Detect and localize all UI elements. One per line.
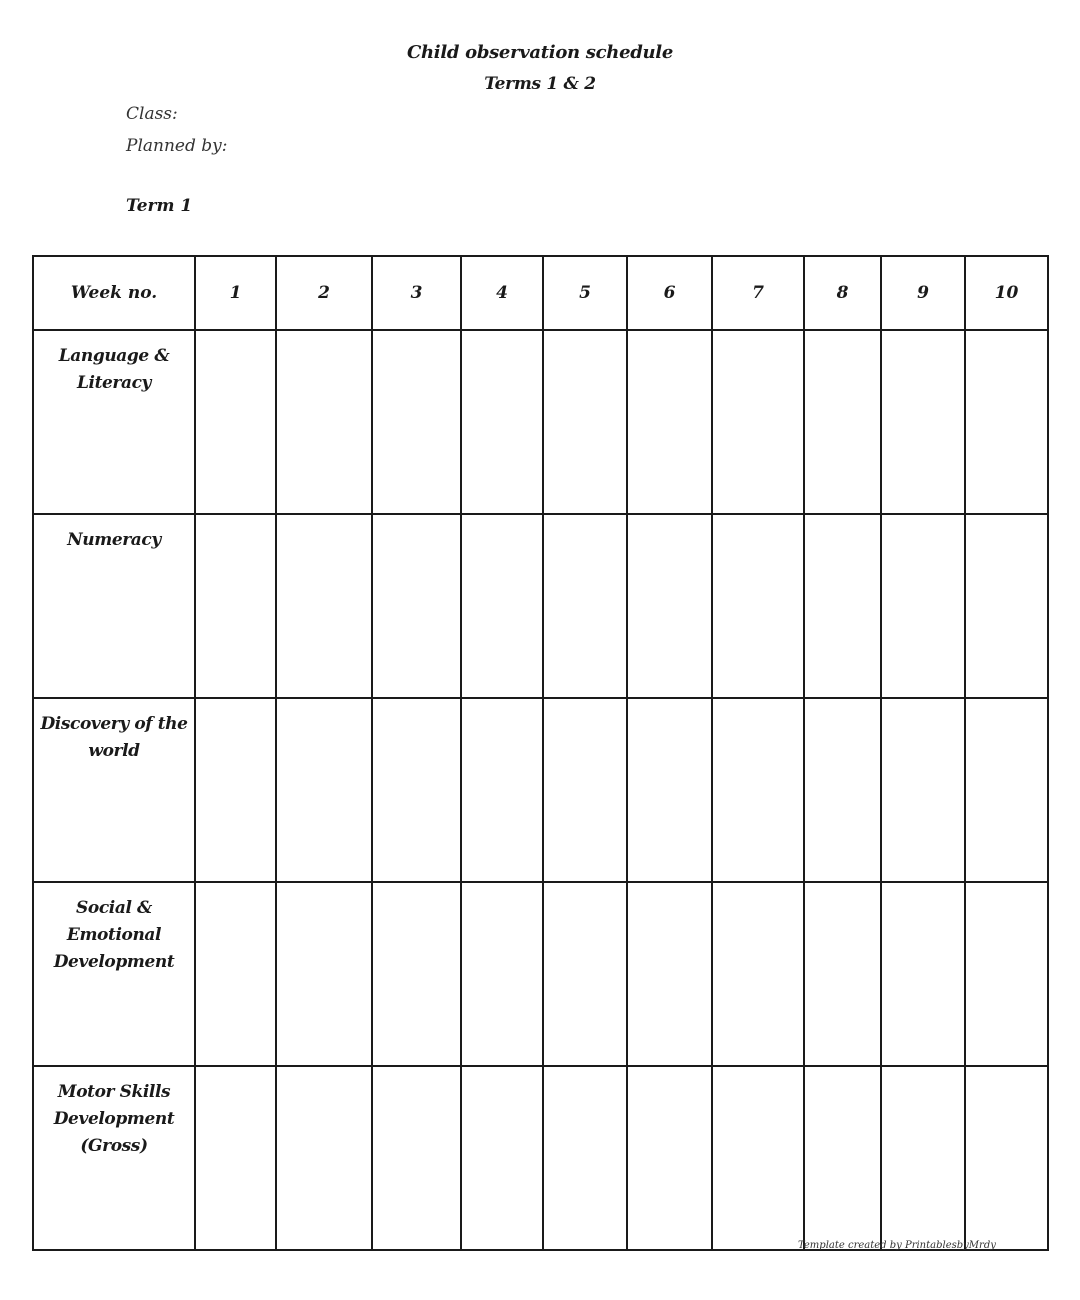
- observation-cell: [881, 330, 965, 514]
- row-label-line: Literacy: [76, 373, 152, 393]
- planned-by-label: Planned by:: [126, 136, 228, 156]
- row-label-line: Numeracy: [67, 530, 161, 550]
- observation-cell: [461, 514, 543, 698]
- observation-table: [32, 255, 1049, 1251]
- observation-cell: [543, 698, 627, 882]
- observation-cell: [804, 1066, 881, 1250]
- week-header: 3: [372, 256, 461, 330]
- observation-cell: [965, 1066, 1048, 1250]
- row-label-line: Development: [53, 952, 175, 972]
- row-label: [33, 698, 195, 882]
- table-row: [33, 330, 1048, 514]
- observation-cell: [195, 514, 276, 698]
- row-label-line: Social & Emotional: [66, 898, 162, 945]
- observation-cell: [543, 514, 627, 698]
- row-label-line: Discovery of the: [40, 714, 188, 734]
- observation-cell: [712, 1066, 804, 1250]
- observation-cell: [804, 698, 881, 882]
- observation-cell: [276, 882, 372, 1066]
- week-header: 1: [195, 256, 276, 330]
- observation-cell: [712, 514, 804, 698]
- week-header: 5: [543, 256, 627, 330]
- week-header: 4: [461, 256, 543, 330]
- week-header: 8: [804, 256, 881, 330]
- template-credit: Template created by PrintablesbyMrdy: [798, 1240, 996, 1251]
- observation-cell: [712, 698, 804, 882]
- observation-cell: [372, 1066, 461, 1250]
- observation-cell: [627, 698, 712, 882]
- observation-cell: [372, 514, 461, 698]
- observation-cell: [804, 882, 881, 1066]
- observation-cell: [461, 882, 543, 1066]
- week-header: 10: [965, 256, 1048, 330]
- table-row: [33, 882, 1048, 1066]
- observation-cell: [276, 698, 372, 882]
- observation-cell: [881, 698, 965, 882]
- observation-cell: [965, 330, 1048, 514]
- observation-cell: [543, 330, 627, 514]
- observation-cell: [195, 698, 276, 882]
- class-label: Class:: [126, 104, 178, 124]
- row-label-line: Development: [53, 1109, 175, 1129]
- row-label: [33, 330, 195, 514]
- row-label: [33, 514, 195, 698]
- observation-cell: [627, 514, 712, 698]
- observation-cell: [804, 330, 881, 514]
- observation-cell: [372, 698, 461, 882]
- table-row: [33, 698, 1048, 882]
- observation-cell: [543, 1066, 627, 1250]
- row-label: [33, 882, 195, 1066]
- observation-cell: [276, 330, 372, 514]
- observation-cell: [965, 882, 1048, 1066]
- observation-cell: [195, 882, 276, 1066]
- week-header: 7: [712, 256, 804, 330]
- observation-cell: [543, 882, 627, 1066]
- observation-cell: [276, 1066, 372, 1250]
- observation-cell: [712, 882, 804, 1066]
- row-label-line: world: [88, 741, 140, 761]
- observation-cell: [627, 330, 712, 514]
- document-subtitle: Terms 1 & 2: [484, 74, 596, 94]
- observation-cell: [461, 698, 543, 882]
- observation-cell: [881, 882, 965, 1066]
- observation-cell: [372, 882, 461, 1066]
- document-title: Child observation schedule: [406, 42, 674, 63]
- observation-cell: [712, 330, 804, 514]
- row-label-line: (Gross): [80, 1136, 148, 1156]
- week-header: 9: [881, 256, 965, 330]
- row-label-line: Motor Skills: [57, 1082, 171, 1102]
- observation-cell: [804, 514, 881, 698]
- week-no-header: Week no.: [33, 256, 195, 330]
- observation-cell: [881, 514, 965, 698]
- table-row: [33, 1066, 1048, 1250]
- observation-cell: [276, 514, 372, 698]
- row-label-line: Language &: [58, 346, 170, 366]
- observation-cell: [372, 330, 461, 514]
- week-header: 2: [276, 256, 372, 330]
- week-header: 6: [627, 256, 712, 330]
- observation-cell: [461, 1066, 543, 1250]
- term-label: Term 1: [126, 196, 193, 216]
- observation-cell: [627, 1066, 712, 1250]
- observation-cell: [965, 514, 1048, 698]
- observation-cell: [965, 698, 1048, 882]
- observation-cell: [881, 1066, 965, 1250]
- header-row: [33, 256, 1048, 330]
- observation-cell: [627, 882, 712, 1066]
- observation-cell: [195, 330, 276, 514]
- row-label: [33, 1066, 195, 1250]
- table-row: [33, 514, 1048, 698]
- observation-cell: [195, 1066, 276, 1250]
- observation-cell: [461, 330, 543, 514]
